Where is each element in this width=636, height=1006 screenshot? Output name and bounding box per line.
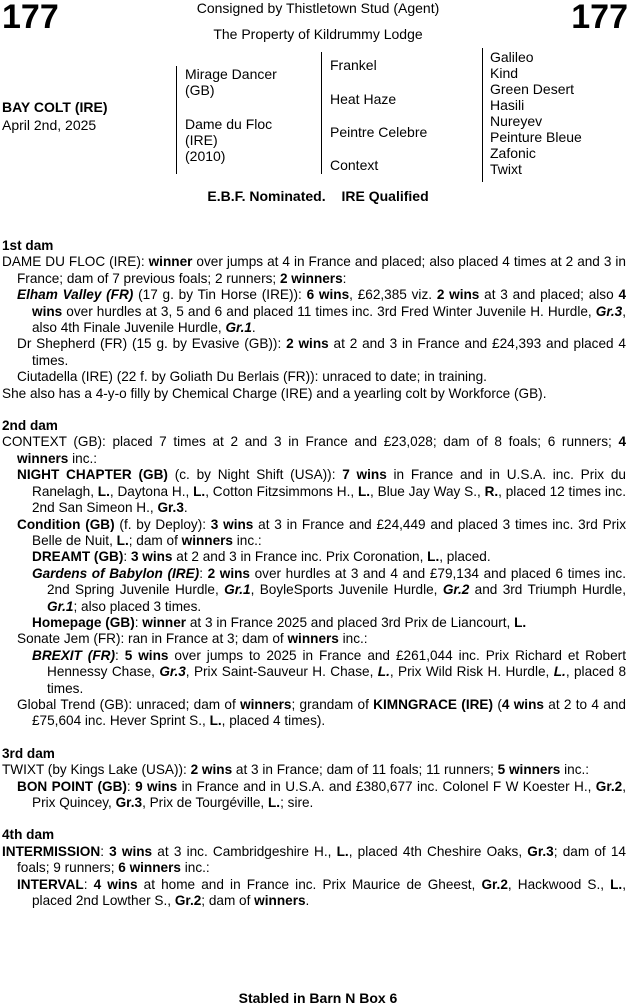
pedigree-bracket-3 [482,48,483,182]
horse-title: BAY COLT (IRE) [2,99,108,115]
pedigree-bracket-2 [321,52,322,174]
pedigree-bracket-1 [176,66,177,174]
pedigree-sire: Mirage Dancer (GB) [185,66,277,98]
dam-entry: DAME DU FLOC (IRE): winner over jumps at 4 in France and placed; also placed 4 times at 2 and 3 in France; dam of 7 previous foals; 2 runners; 2 winners: [2,254,626,286]
pedigree-gen2-3: Peintre Celebre [330,124,428,140]
pedigree-gen2-1: Frankel [330,57,377,73]
produce-entry: DREAMT (GB): 3 wins at 2 and 3 in France inc. Prix Coronation, L., placed. [32,549,491,565]
stabled-location: Stabled in Barn N Box 6 [238,990,398,1006]
section-third-dam: 3rd dam [2,745,55,761]
pedigree-gen2-4: Context [330,157,379,173]
horse-foaled-date: April 2nd, 2025 [2,117,97,133]
produce-entry: BREXIT (FR): 5 wins over jumps to 2025 in France and £261,044 inc. Prix Richard et Robert Hennessy Chase, Gr.3, Prix Saint-Sauveur H. Chase, L., Prix Wild Risk H. Hurdle, L., placed 8 times. [32,647,627,696]
produce-entry: Sonate Jem (FR): ran in France at 3; dam of winners inc.: [17,631,368,647]
produce-entry: She also has a 4-y-o filly by Chemical Charge (IRE) and a yearling colt by Workforce (GB). [2,385,547,401]
produce-entry: Ciutadella (IRE) (22 f. by Goliath Du Berlais (FR)): unraced to date; in training. [17,369,487,385]
produce-entry: Dr Shepherd (FR) (15 g. by Evasive (GB)): 2 wins at 2 and 3 in France and £24,393 and placed 4 times. [17,336,626,368]
lot-number-right: 177 [571,0,628,36]
dam-entry: TWIXT (by Kings Lake (USA)): 2 wins at 3 in France; dam of 11 foals; 11 runners; 5 winners inc.: [2,762,590,778]
produce-record [2,238,626,909]
section-first-dam: 1st dam [2,238,54,253]
produce-entry: Condition (GB) (f. by Deploy): 3 wins at 3 in France and £24,449 and placed 3 times inc. 3rd Prix Belle de Nuit, L.; dam of winners inc.: [17,516,626,548]
pedigree-gen3: Galileo Kind Green Desert Hasili Nureyev Peinture Bleue Zafonic Twixt [490,49,582,177]
produce-entry: NIGHT CHAPTER (GB) (c. by Night Shift (USA)): 7 wins in France and in U.S.A. inc. Prix du Ranelagh, L., Daytona H., L., Cotton Fitzsimmons H., L., Blue Jay Way S., R., placed 12 times inc. 2nd San Simeon H., Gr.3. [17,467,626,516]
produce-entry: Gardens of Babylon (IRE): 2 wins over hurdles at 3 and 4 and £79,134 and placed 6 times inc. 2nd Spring Juvenile Hurdle, Gr.1, BoyleSports Juvenile Hurdle, Gr.2 and 3rd Triumph Hurdle, Gr.1; also placed 3 times. [32,565,626,614]
consignor: Consigned by Thistletown Stud (Agent) [196,0,440,16]
property-of: The Property of Kildrummy Lodge [213,26,423,42]
dam-entry: INTERMISSION: 3 wins at 3 inc. Cambridgeshire H., L., placed 4th Cheshire Oaks, Gr.3; dam of 14 foals; 9 runners; 6 winners inc.: [2,843,626,876]
produce-entry: Homepage (GB): winner at 3 in France 2025 and placed 3rd Prix de Liancourt, L. [32,614,527,630]
pedigree-dam: Dame du Floc (IRE) (2010) [185,116,273,164]
produce-entry: INTERVAL: 4 wins at home and in France inc. Prix Maurice de Gheest, Gr.2, Hackwood S., L., placed 2nd Lowther S., Gr.2; dam of winners. [17,876,626,909]
lot-number-left: 177 [2,0,59,36]
produce-entry: Global Trend (GB): unraced; dam of winners; grandam of KIMNGRACE (IRE) (4 wins at 2 to 4 and £75,604 inc. Hever Sprint S., L., placed 4 times). [17,696,626,729]
nominations: E.B.F. Nominated. IRE Qualified [207,188,429,204]
pedigree-gen2-2: Heat Haze [330,91,397,107]
produce-entry: BON POINT (GB): 9 wins in France and in U.S.A. and £380,677 inc. Colonel F W Koester H., Gr.2, Prix Quincey, Gr.3, Prix de Tourgéville, L.; sire. [17,778,626,810]
section-second-dam: 2nd dam [2,418,58,434]
section-fourth-dam: 4th dam [2,827,55,843]
produce-entry: Elham Valley (FR) (17 g. by Tin Horse (IRE)): 6 wins, £62,385 viz. 2 wins at 3 and placed; also 4 wins over hurdles at 3, 5 and 6 and placed 11 times inc. 3rd Fred Winter Juvenile H. Hurdle, Gr.3, also 4th Finale Juvenile Hurdle, Gr.1. [17,287,626,336]
dam-entry: CONTEXT (GB): placed 7 times at 2 and 3 in France and £23,028; dam of 8 foals; 6 runners; 4 winners inc.: [2,434,626,466]
